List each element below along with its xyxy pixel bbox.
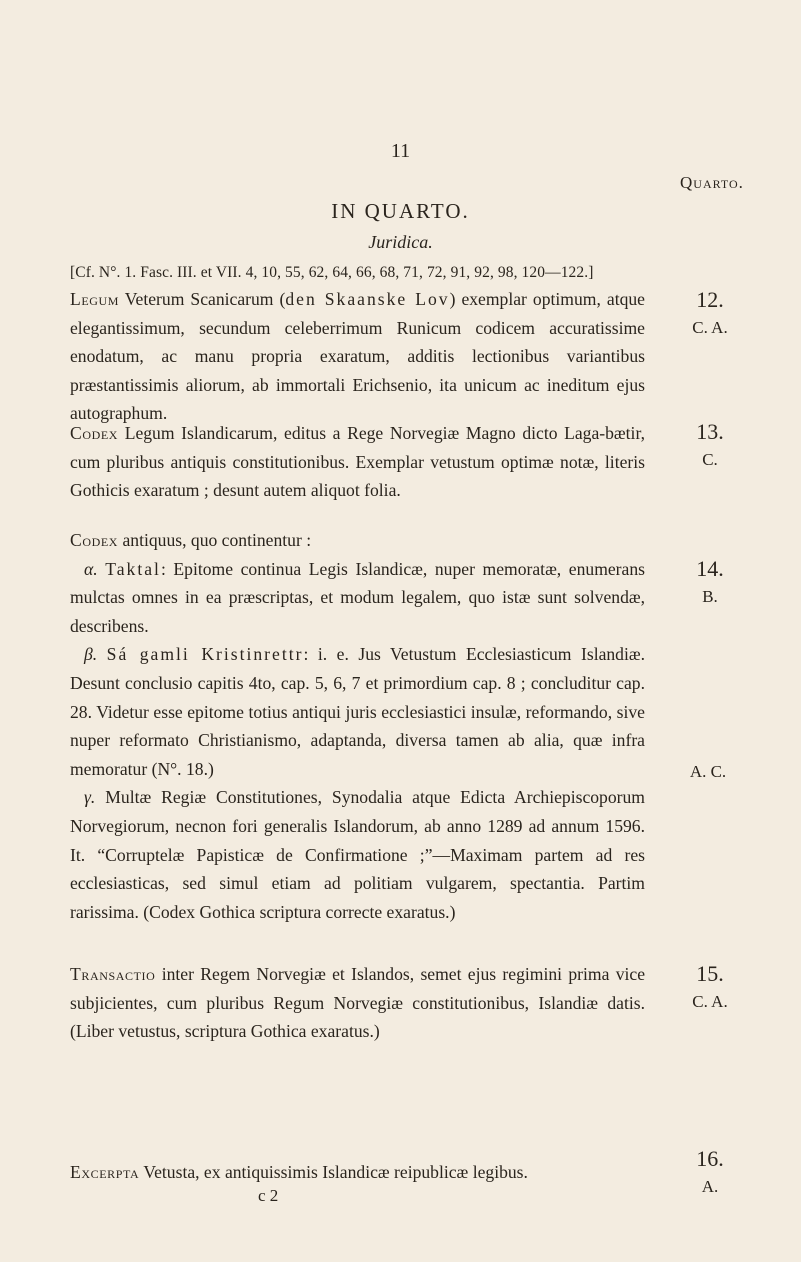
entry-text: ) exemplar optimum, atque elegantissimum, secundum celeberrimum Runicum codicem accuratissime enodatum, ac manu propria exaratum, additis lectionibus variantibus præstantissimis aliorum, ab immortali Erichsenio, ita unicum ac ineditum ejus autographum. [70, 289, 645, 424]
entry-15 [70, 960, 645, 1046]
section-subheading: Juridica. [368, 232, 433, 252]
section-heading: IN QUARTO. [331, 199, 470, 223]
shelfmark-15 [680, 960, 740, 1016]
item-label-gamma: γ. [84, 787, 96, 808]
entry-text: antiquus, quo continentur : [118, 530, 312, 550]
item-title-alpha: Taktal [105, 558, 161, 579]
entry-text: Vetusta, ex antiquissimis Islandicæ reipublicæ legibus. [139, 1162, 528, 1182]
shelfmark-16 [680, 1145, 740, 1201]
item-label-alpha: α. [84, 558, 98, 579]
entry-location: C. A. [692, 992, 728, 1011]
entry-number: 16. [696, 1146, 724, 1171]
cross-reference-line: [Cf. N°. 1. Fasc. III. et VII. 4, 10, 55, 62, 64, 66, 68, 71, 72, 91, 92, 98, 120—122.] [70, 264, 594, 281]
entry-lead: Excerpta [70, 1162, 140, 1182]
entry-13 [70, 419, 645, 505]
entry-location: B. [702, 587, 718, 606]
shelfmark-14 [680, 555, 740, 611]
entry-14 [70, 526, 645, 926]
shelfmark-12 [680, 286, 740, 342]
entry-text: Legum Islandicarum, editus a Rege Norvegiæ Magno dicto Laga-bætir, cum pluribus antiquis constitutionibus. Exemplar vetustum optimæ notæ, literis Gothicis exaratum ; desunt autem aliquot folia. [70, 423, 645, 501]
signature-mark: c 2 [258, 1186, 279, 1205]
item-text-alpha: : Epitome continua Legis Islandicæ, nuper memoratæ, enumerans mulctas omnes in ea præscriptas, et modum legalem, quo istæ sunt solvendæ, describens. [70, 558, 645, 636]
entry-number: 14. [696, 556, 724, 581]
item-text-gamma: Multæ Regiæ Constitutiones, Synodalia atque Edicta Archiepiscoporum Norvegiorum, necnon fori generalis Islandorum, ab anno 1289 ad annum 1596. It. “Corruptelæ Papisticæ de Confirmatione ;”—Maximam partem ad res ecclesiasticas, sed simul etiam ad politiam vulgarem, spectantia. Partim rarissima. (Codex Gothica scriptura correcte exaratus.) [70, 787, 645, 922]
entry-16 [70, 1158, 645, 1187]
entry-text: inter Regem Norvegiæ et Islandos, semet ejus regimini prima vice subjicientes, cum pluribus Regum Norvegiæ constitutionibus, Islandiæ datis. (Liber vetustus, scriptura Gothica exaratus.) [70, 964, 645, 1042]
entry-text: Veterum Scanicarum ( [119, 289, 286, 309]
entry-12 [70, 285, 645, 428]
entry-location: A. [701, 1177, 719, 1196]
entry-location: C. [702, 450, 718, 469]
entry-lead: Legum [70, 289, 120, 309]
item-title-beta: Sá gamli Kristinrettr [106, 644, 304, 665]
shelfmark-13 [680, 418, 740, 474]
entry-location: C. A. [692, 318, 728, 337]
page-number: 11 [390, 140, 411, 162]
entry-lead: Transactio [70, 964, 156, 984]
running-head: Quarto. [680, 173, 744, 192]
entry-number: 12. [696, 287, 724, 312]
entry-lead: Codex [70, 423, 119, 443]
shelfmark-14-gamma: A. C. [689, 762, 727, 781]
item-label-beta: β. [84, 644, 98, 665]
entry-spaced-title: den Skaanske Lov [285, 289, 450, 309]
entry-lead: Codex [70, 530, 119, 550]
item-text-beta: : i. e. Jus Vetustum Ecclesiasticum Islandiæ. Desunt conclusio capitis 4to, cap. 5, 6, 7 et primordium cap. 8 ; concluditur cap. 28. Videtur esse epitome totius antiqui juris ecclesiastici insulæ, reformando, sive nuper reformato Christianismo, adaptanda, diversa tamen ab alia, quæ infra memoratur (N°. 18.) [70, 644, 646, 779]
entry-number: 15. [696, 961, 724, 986]
entry-number: 13. [696, 419, 724, 444]
